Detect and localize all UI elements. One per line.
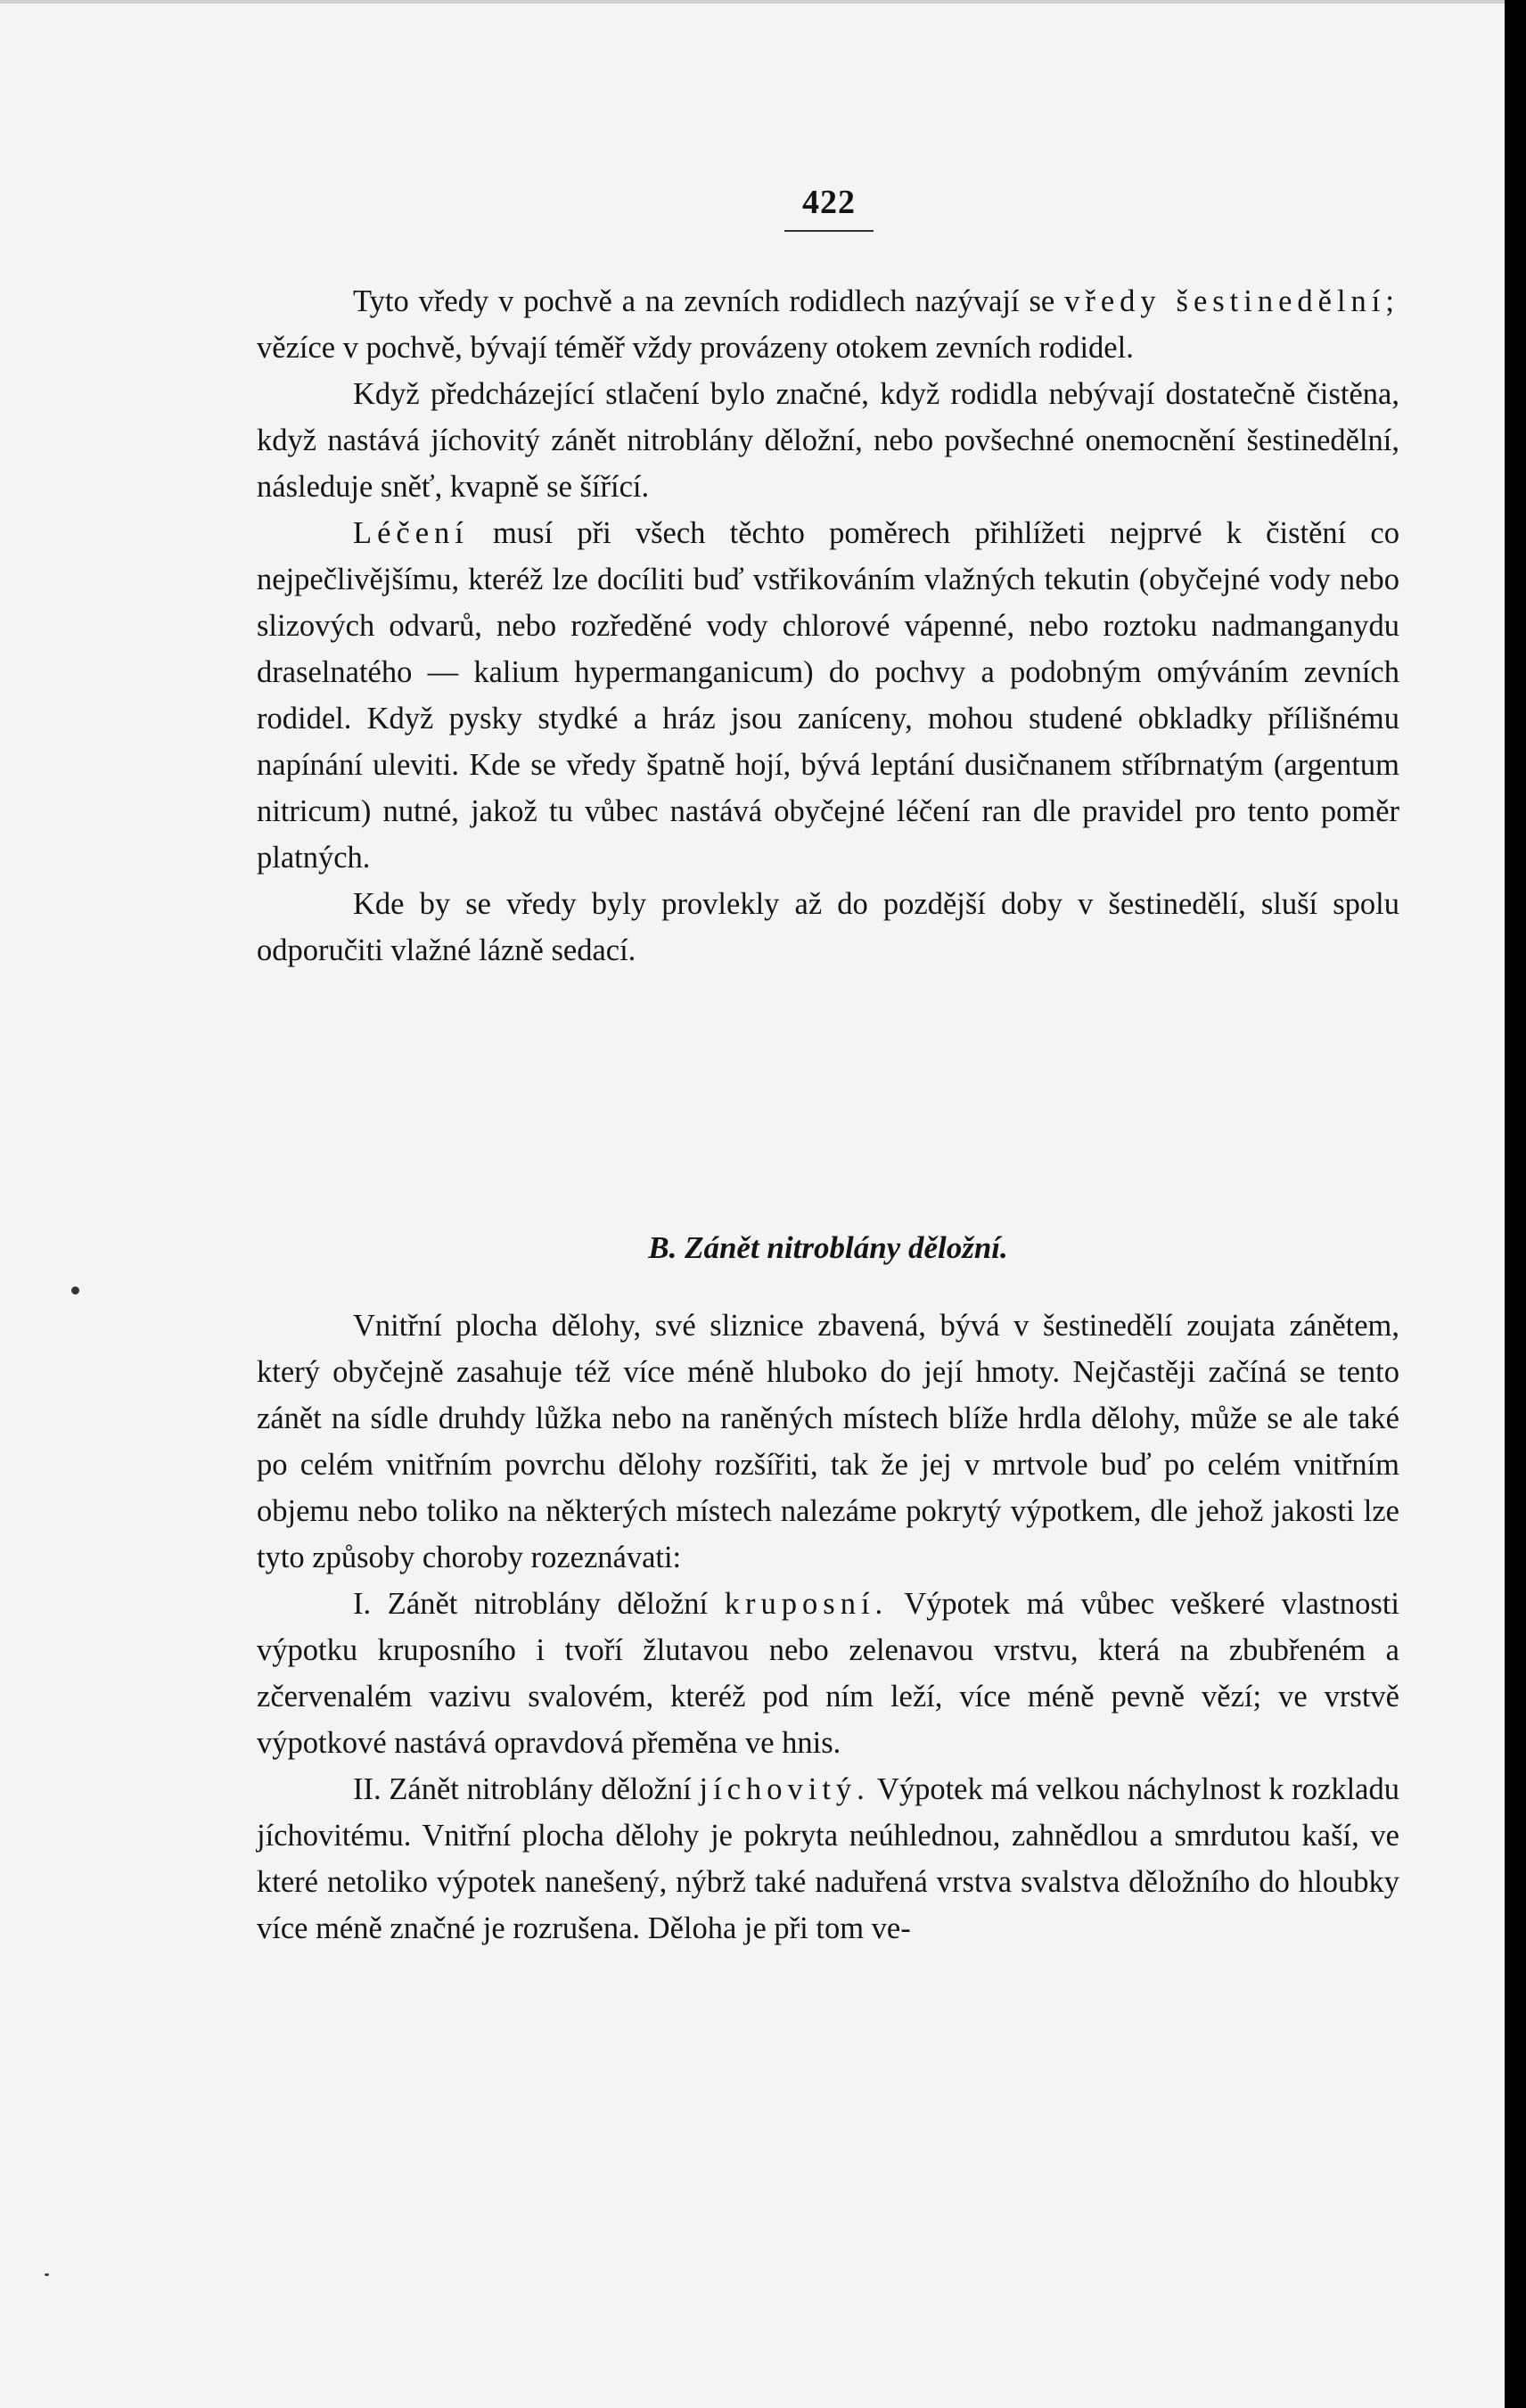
paragraph bbox=[257, 1766, 1399, 1952]
text-run: Výpotek má vůbec veškeré vlastnosti výpotku kruposního i tvoří žlutavou nebo zelenavou vrstvu, která na zbubřeném a zčervenalém vazivu svalovém, kteréž pod ním leží, více méně pevně vězí; ve vrstvě výpotkové nastává opravdová přeměna ve hnis. bbox=[257, 1587, 1399, 1760]
text-run: musí při všech těchto poměrech přihlížeti nejprvé k čistění co nejpečlivějšímu, kteréž lze docíliti buď vstřikováním vlažných tekutin (obyčejné vody nebo slizových odvarů, nebo rozředěné vody chlorové vápenné, nebo roztoku nadmanganydu draselnatého — kalium hypermanganicum) do pochvy a podobným omýváním zevních rodidel. Když pysky stydké a hráz jsou zaníceny, mohou studené obkladky přílišnému napínání uleviti. Kde se vředy špatně hojí, bývá leptání dusičnanem stříbrnatým (argentum nitricum) nutné, jakož tu vůbec nastává obyčejné léčení ran dle pravidel pro tento poměr platných. bbox=[257, 516, 1399, 875]
spaced-emphasis: kruposní. bbox=[724, 1587, 889, 1621]
page-number: 422 bbox=[802, 184, 856, 221]
scan-speck bbox=[45, 2273, 49, 2276]
text-run: Výpotek má velkou náchylnost k rozkladu jíchovitému. Vnitřní plocha dělohy je pokryta neúhlednou, zahnědlou a smrdutou kaší, ve které netoliko výpotek nanešený, nýbrž také naduřená vrstva svalstva děložního do hloubky více méně značné je rozrušena. Děloha je při tom ve- bbox=[257, 1772, 1399, 1945]
text-block-top bbox=[257, 278, 1399, 974]
spaced-emphasis: vředy šestinedělní; bbox=[1064, 284, 1399, 318]
paragraph bbox=[257, 1581, 1399, 1766]
text-run: II. Zánět nitroblány děložní bbox=[353, 1772, 700, 1806]
text-run: Vnitřní plocha dělohy, své sliznice zbavená, bývá v šestinedělí zoujata zánětem, který obyčejně zasahuje též více méně hluboko do její hmoty. Nejčastěji začíná se tento zánět na sídle druhdy lůžka nebo na raněných místech blíže hrdla dělohy, může se ale také po celém vnitřním povrchu dělohy rozšířiti, tak že jej v mrtvole buď po celém vnitřním objemu nebo toliko na některých místech nalezáme pokrytý výpotkem, dle jehož jakosti lze tyto způsoby choroby rozeznávati: bbox=[257, 1309, 1399, 1574]
page-top-edge bbox=[0, 0, 1526, 4]
paragraph bbox=[257, 1303, 1399, 1581]
paragraph bbox=[257, 881, 1399, 974]
text-run: Tyto vředy v pochvě a na zevních rodidlech nazývají se bbox=[353, 284, 1065, 318]
text-run: vězíce v pochvě, bývají téměř vždy provázeny otokem zevních rodidel. bbox=[257, 331, 1134, 365]
paragraph bbox=[257, 278, 1399, 371]
text-run: Kde by se vředy byly provlekly až do pozdější doby v šestinedělí, sluší spolu odporučiti vlažné lázně sedací. bbox=[257, 887, 1399, 967]
spaced-emphasis: jíchovitý. bbox=[699, 1772, 870, 1806]
page-number-rule bbox=[784, 230, 874, 232]
scan-speck bbox=[71, 1286, 79, 1294]
text-block-bottom bbox=[257, 1303, 1399, 1952]
text-run: I. Zánět nitroblány děložní bbox=[353, 1587, 725, 1621]
section-heading: B. Zánět nitroblány děložní. bbox=[648, 1230, 1008, 1265]
paragraph bbox=[257, 510, 1399, 881]
spaced-emphasis: Léčení bbox=[353, 516, 469, 550]
text-run: Když předcházející stlačení bylo značné, když rodidla nebývají dostatečně čistěna, když nastává jíchovitý zánět nitroblány děložní, nebo povšechné onemocnění šestinedělní, následuje sněť, kvapně se šířící. bbox=[257, 377, 1399, 504]
scan-border bbox=[1505, 0, 1526, 2408]
paragraph bbox=[257, 371, 1399, 510]
